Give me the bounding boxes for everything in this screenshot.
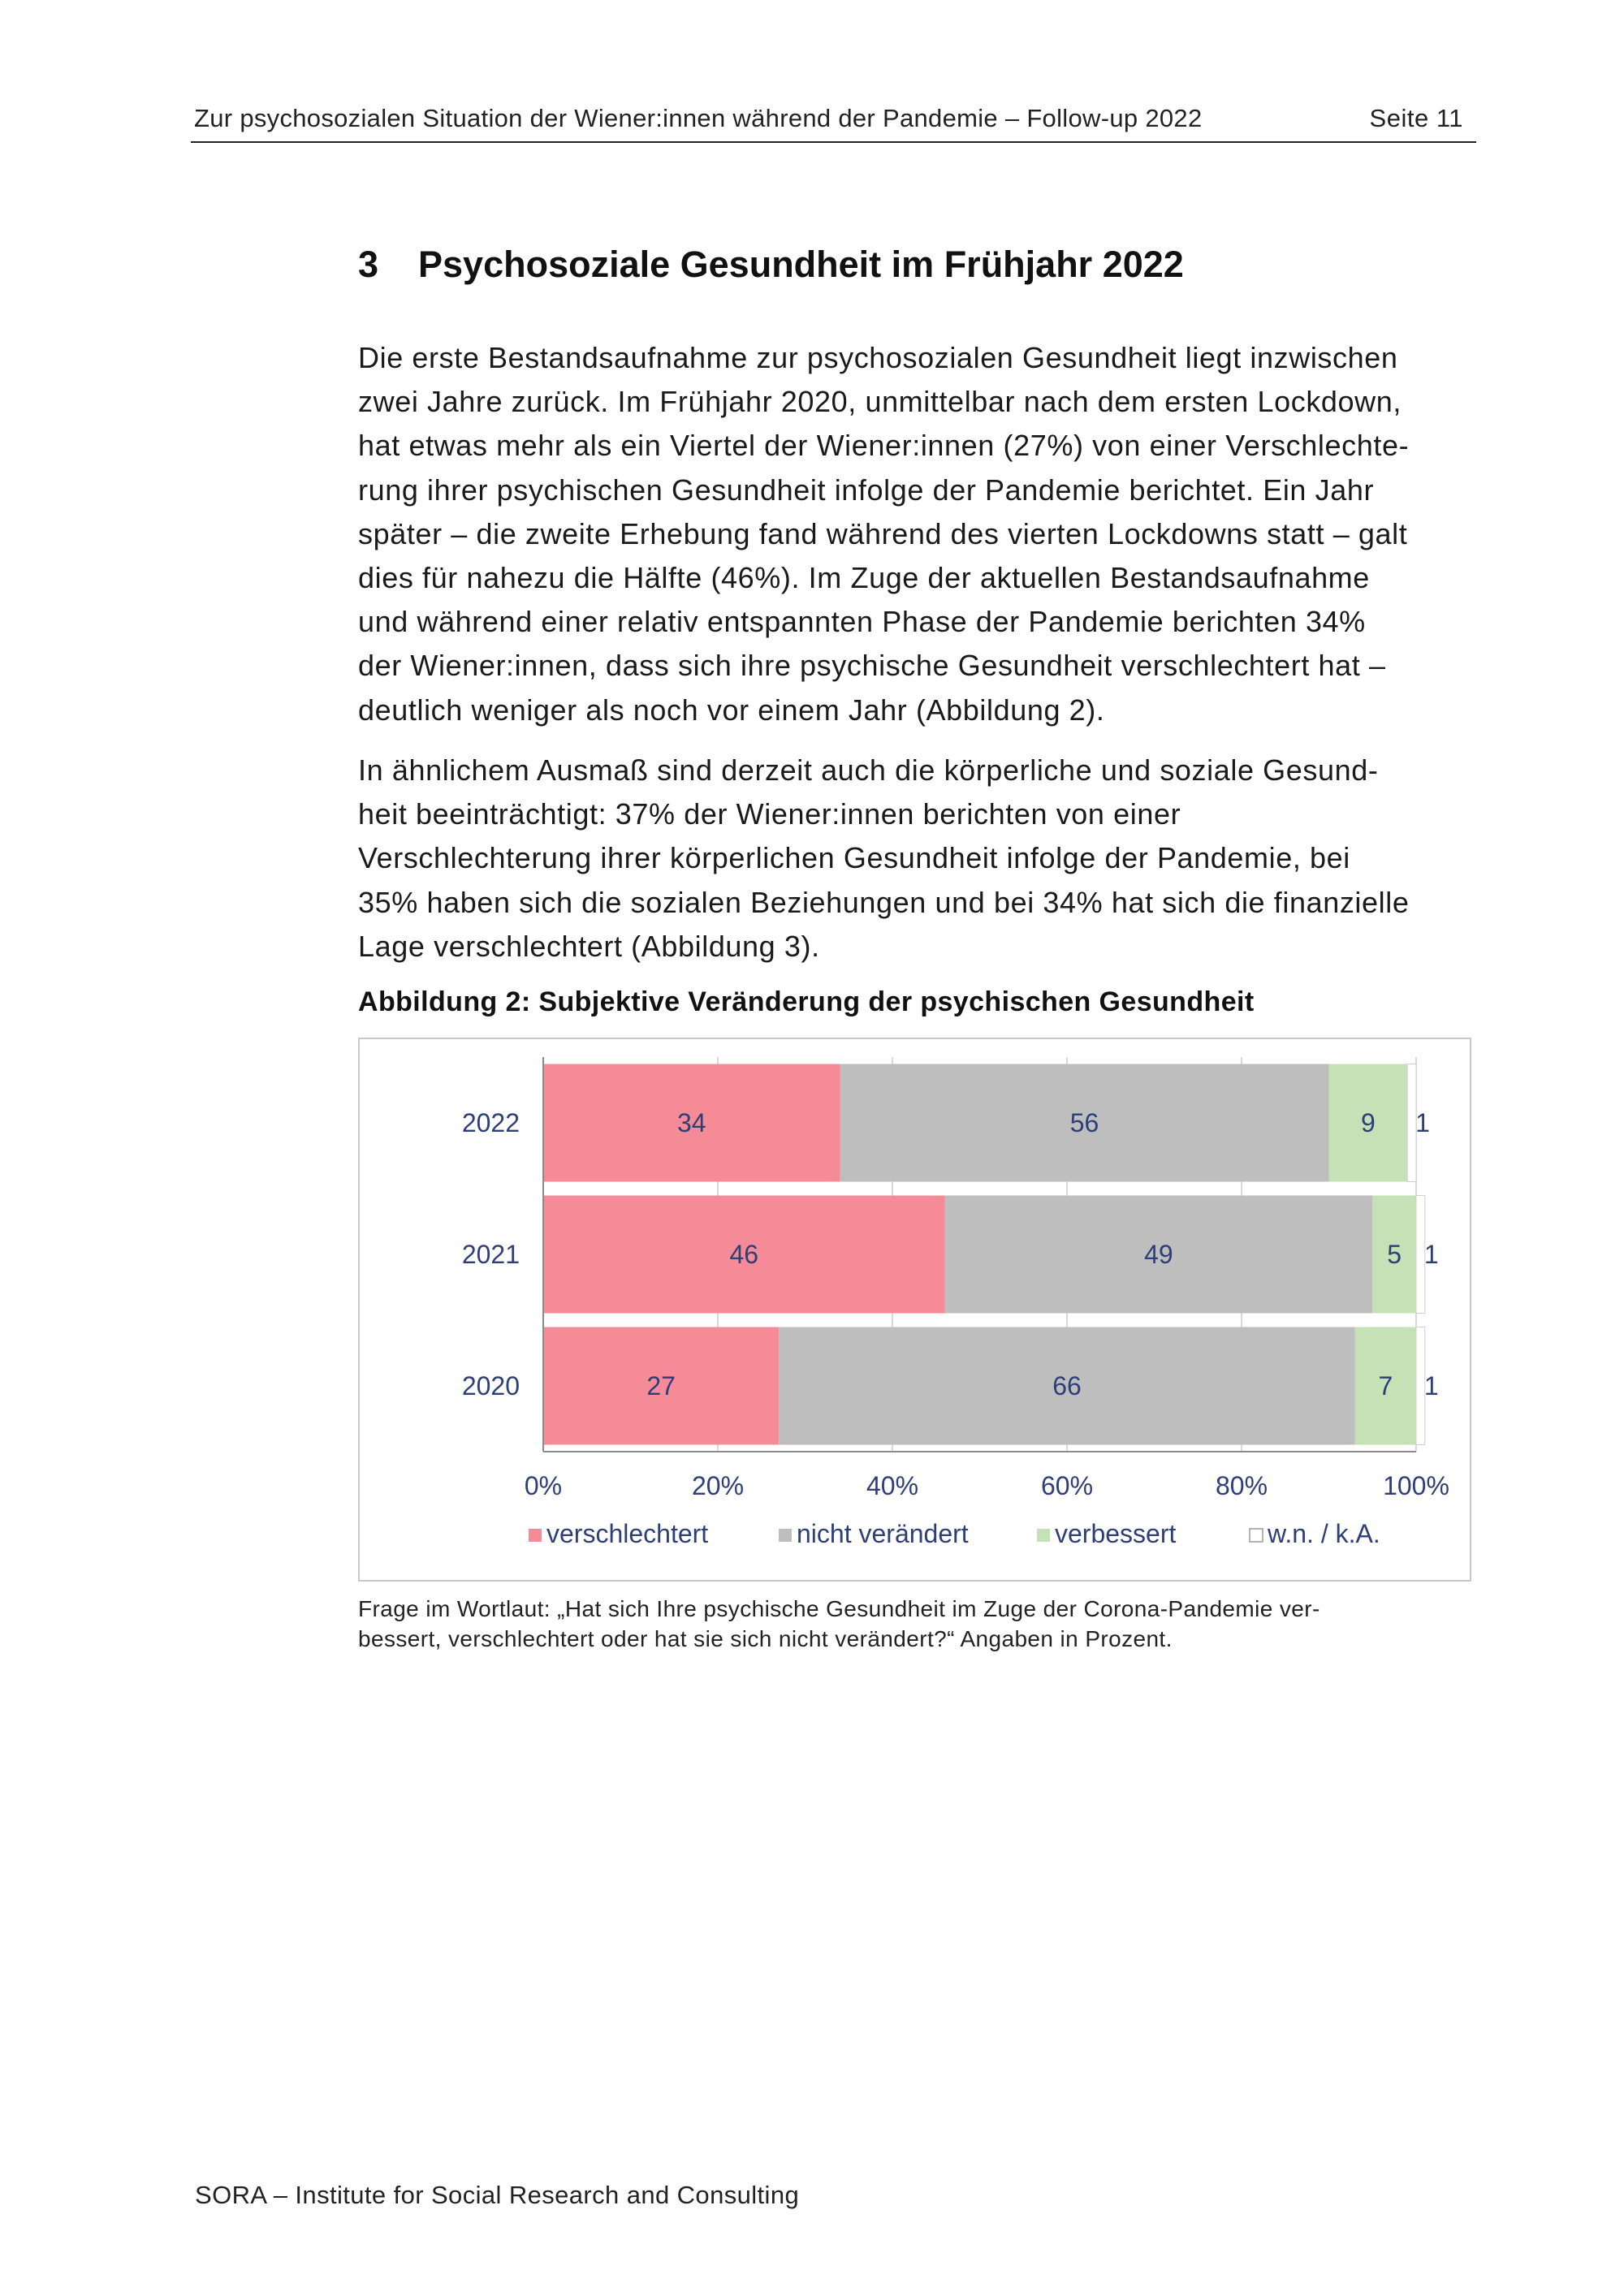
- legend-swatch: [1037, 1529, 1050, 1542]
- text-line: Verschlechterung ihrer körperlichen Gesundheit infolge der Pandemie, bei: [358, 841, 1350, 875]
- footnote-line: Frage im Wortlaut: „Hat sich Ihre psychische Gesundheit im Zuge der Corona-Pandemie ver-: [358, 1596, 1320, 1621]
- footnote-line: bessert, verschlechtert oder hat sie sich nicht verändert?“ Angaben in Prozent.: [358, 1626, 1173, 1651]
- data-label: 46: [729, 1240, 759, 1269]
- text-line: deutlich weniger als noch vor einem Jahr (Abbildung 2).: [358, 693, 1105, 727]
- y-tick-label: 2021: [461, 1240, 520, 1269]
- section-number: 3: [358, 244, 379, 285]
- data-label: 7: [1378, 1371, 1393, 1400]
- data-label: 5: [1387, 1240, 1402, 1269]
- section-heading: [358, 244, 1184, 286]
- data-label: 27: [646, 1371, 676, 1400]
- data-label: 66: [1052, 1371, 1082, 1400]
- legend-label: nicht verändert: [797, 1519, 969, 1548]
- text-line: Die erste Bestandsaufnahme zur psychosozialen Gesundheit liegt inzwischen: [358, 341, 1398, 374]
- page-header: [191, 102, 1476, 143]
- figure-caption: Abbildung 2: Subjektive Veränderung der psychischen Gesundheit: [358, 986, 1255, 1017]
- paragraph-1: [358, 336, 1475, 732]
- page-footer: SORA – Institute for Social Research and Consulting: [195, 2181, 800, 2209]
- data-label: 34: [676, 1108, 706, 1137]
- stacked-bar-chart: [360, 1039, 1470, 1580]
- footnote: [358, 1594, 1495, 1654]
- header-title: Zur psychosozialen Situation der Wiener:innen während der Pandemie – Follow-up 2022: [194, 104, 1203, 132]
- legend-swatch: [529, 1529, 542, 1542]
- text-line: zwei Jahre zurück. Im Frühjahr 2020, unmittelbar nach dem ersten Lockdown,: [358, 385, 1402, 419]
- legend-label: verbessert: [1055, 1519, 1177, 1548]
- x-tick-label: 40%: [866, 1471, 919, 1500]
- legend-label: verschlechtert: [546, 1519, 709, 1548]
- text-line: später – die zweite Erhebung fand während des vierten Lockdowns statt – galt: [358, 516, 1408, 550]
- text-line: rung ihrer psychischen Gesundheit infolge der Pandemie berichtet. Ein Jahr: [358, 473, 1375, 507]
- chart-container: [358, 1038, 1471, 1582]
- data-label: 1: [1415, 1108, 1430, 1137]
- text-line: der Wiener:innen, dass sich ihre psychische Gesundheit verschlechtert hat –: [358, 649, 1386, 683]
- data-label: 56: [1069, 1108, 1099, 1137]
- text-line: 35% haben sich die sozialen Beziehungen und bei 34% hat sich die finanzielle: [358, 885, 1410, 919]
- x-tick-label: 80%: [1215, 1471, 1268, 1500]
- text-line: In ähnlichem Ausmaß sind derzeit auch die körperliche und soziale Gesund-: [358, 753, 1379, 787]
- text-line: und während einer relativ entspannten Phase der Pandemie berichten 34%: [358, 605, 1366, 639]
- legend-swatch: [779, 1529, 792, 1542]
- legend-swatch: [1250, 1529, 1263, 1542]
- data-label: 1: [1423, 1371, 1439, 1400]
- x-tick-label: 100%: [1383, 1471, 1449, 1500]
- data-label: 49: [1144, 1240, 1173, 1269]
- y-tick-label: 2020: [461, 1371, 520, 1400]
- text-line: Lage verschlechtert (Abbildung 3).: [358, 929, 820, 963]
- text-line: dies für nahezu die Hälfte (46%). Im Zuge der aktuellen Bestandsaufnahme: [358, 561, 1370, 595]
- section-title: Psychosoziale Gesundheit im Frühjahr 2022: [418, 244, 1184, 285]
- y-tick-label: 2022: [461, 1108, 520, 1137]
- legend-label: w.n. / k.A.: [1268, 1519, 1380, 1548]
- data-label: 1: [1423, 1240, 1439, 1269]
- text-line: heit beeinträchtigt: 37% der Wiener:innen berichten von einer: [358, 797, 1181, 831]
- data-label: 9: [1360, 1108, 1376, 1137]
- page-number: Seite 11: [1369, 104, 1463, 132]
- text-line: hat etwas mehr als ein Viertel der Wiener:innen (27%) von einer Verschlechte-: [358, 429, 1410, 463]
- paragraph-2: [358, 749, 1475, 969]
- x-tick-label: 20%: [691, 1471, 745, 1500]
- x-tick-label: 0%: [524, 1471, 563, 1500]
- x-tick-label: 60%: [1040, 1471, 1094, 1500]
